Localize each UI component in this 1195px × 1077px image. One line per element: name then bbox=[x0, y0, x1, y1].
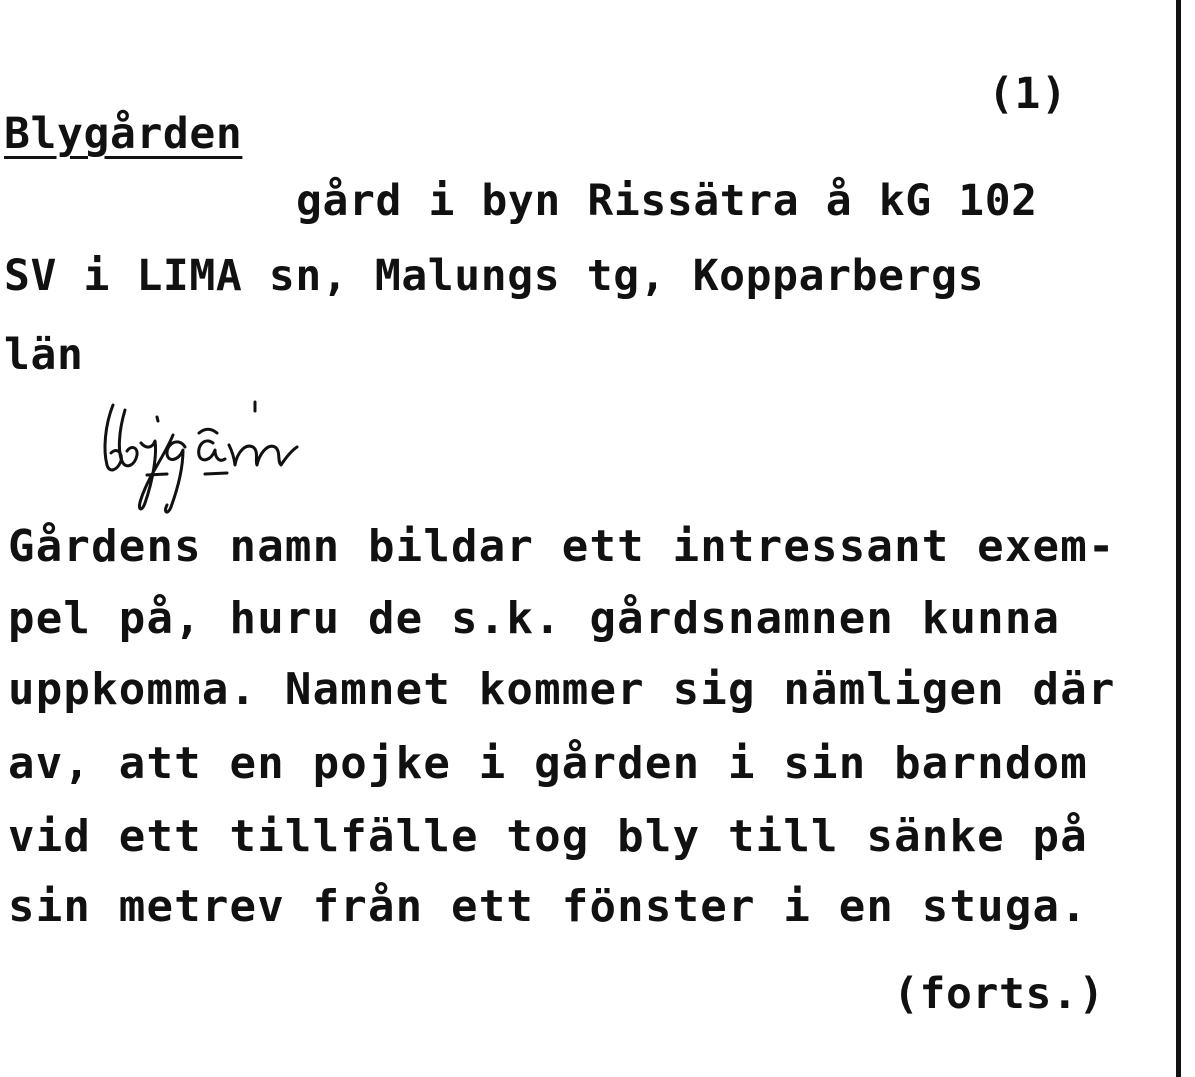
entry-line: län bbox=[4, 330, 84, 380]
body-line: Gårdens namn bildar ett intressant exem- bbox=[8, 521, 1116, 572]
body-line: vid ett tillfälle tog bly till sänke på bbox=[8, 811, 1088, 862]
handwritten-pronunciation bbox=[95, 395, 365, 520]
entry-line: gård i byn Rissätra å kG 102 bbox=[296, 176, 1038, 226]
body-line: uppkomma. Namnet kommer sig nämligen där bbox=[8, 664, 1116, 715]
body-line: sin metrev från ett fönster i en stuga. bbox=[8, 881, 1088, 932]
card-title: Blygården bbox=[4, 109, 243, 159]
continuation-note: (forts.) bbox=[893, 969, 1105, 1019]
entry-line: SV i LIMA sn, Malungs tg, Kopparbergs bbox=[4, 251, 985, 301]
body-line: av, att en pojke i gården i sin barndom bbox=[8, 738, 1088, 789]
card-edge-line bbox=[1176, 0, 1181, 1077]
body-line: pel på, huru de s.k. gårdsnamnen kunna bbox=[8, 593, 1061, 644]
card-number: (1) bbox=[988, 69, 1068, 119]
